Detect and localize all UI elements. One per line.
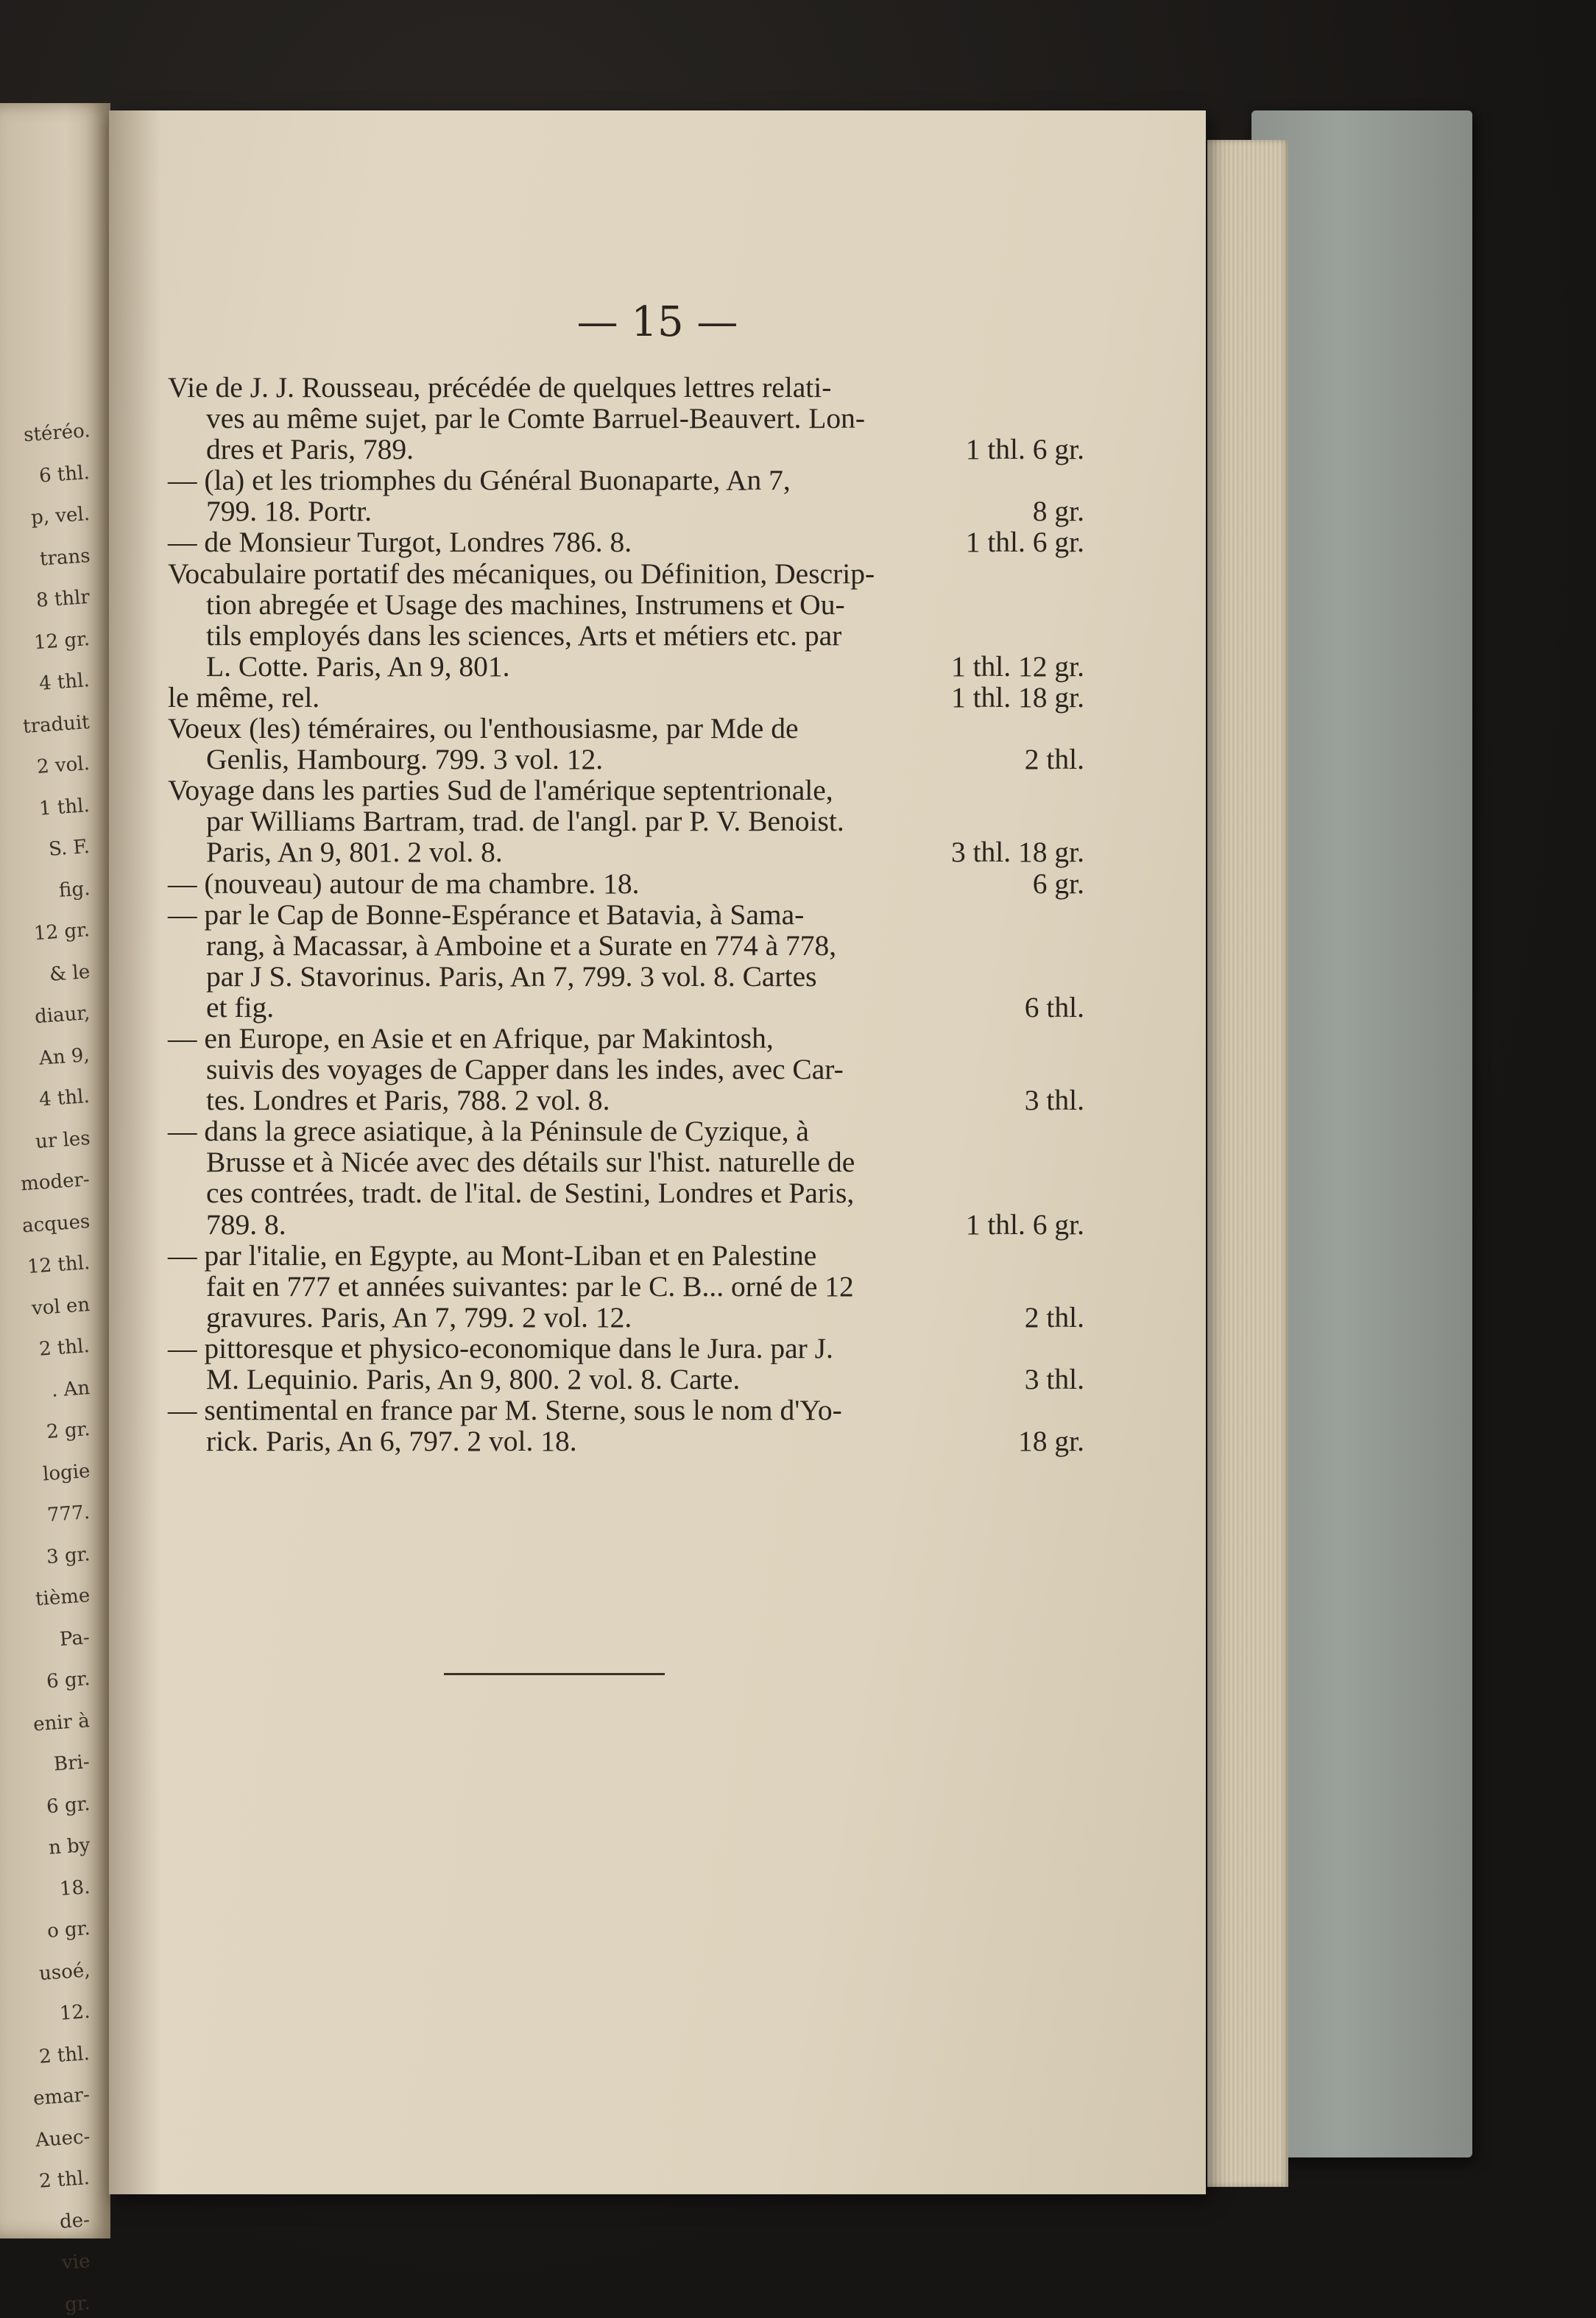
- left-page-fragment: 4 thl.: [38, 1085, 91, 1111]
- catalogue-line: [168, 651, 1084, 682]
- catalogue-line: [168, 836, 1084, 867]
- left-page-fragment: Pa-: [59, 1626, 91, 1651]
- catalogue-line: [168, 744, 1084, 775]
- line-text: — en Europe, en Asie et en Afrique, par Makintosh,: [168, 1021, 774, 1054]
- left-page-fragment: vol en: [31, 1293, 91, 1320]
- line-price: [1067, 1395, 1084, 1426]
- line-text: 799. 18. Portr.: [206, 495, 372, 528]
- left-page-fragment: n by: [47, 1834, 91, 1859]
- line-text: Paris, An 9, 801. 2 vol. 8.: [206, 836, 503, 869]
- line-text: tils employés dans les sciences, Arts et métiers etc. par: [206, 619, 842, 652]
- line-text: rang, à Macassar, à Amboine et a Surate en 774 à 778,: [206, 929, 837, 962]
- line-text: Voeux (les) téméraires, ou l'enthousiasme, par Mde de: [168, 712, 799, 745]
- line-price: [1067, 403, 1084, 434]
- left-page-fragment: tième: [34, 1585, 91, 1611]
- line-text: — (nouveau) autour de ma chambre. 18.: [168, 867, 640, 900]
- line-text: par J S. Stavorinus. Paris, An 7, 799. 3 vol. 8. Cartes: [206, 959, 817, 993]
- line-price: [1067, 806, 1084, 836]
- catalogue-line: [168, 1023, 1084, 1054]
- line-price: 8 gr.: [1032, 495, 1084, 528]
- catalogue-line: [168, 713, 1084, 744]
- left-page-fragment: 8 thlr: [35, 586, 91, 613]
- line-price: 1 thl. 6 gr.: [965, 433, 1084, 466]
- line-text: tes. Londres et Paris, 788. 2 vol. 8.: [206, 1084, 610, 1117]
- line-price: [1067, 961, 1084, 992]
- catalogue-line: [168, 496, 1084, 526]
- catalogue-line: [168, 1240, 1084, 1271]
- left-page-fragment: 6 gr.: [45, 1792, 91, 1818]
- left-page-fragment: 12.: [58, 2001, 91, 2025]
- line-text: — (la) et les triomphes du Général Buonaparte, An 7,: [168, 464, 791, 497]
- left-page-fragment: usoé,: [38, 1959, 91, 1985]
- catalogue-line: [168, 682, 1084, 713]
- line-text: Genlis, Hambourg. 799. 3 vol. 12.: [206, 743, 604, 776]
- left-page-fragment: ur les: [34, 1127, 91, 1153]
- left-facing-page: [0, 103, 110, 2316]
- line-text: tion abregée et Usage des machines, Instrumens et Ou-: [206, 588, 845, 621]
- line-text: rick. Paris, An 6, 797. 2 vol. 18.: [206, 1425, 577, 1458]
- line-price: 1 thl. 18 gr.: [950, 680, 1084, 714]
- catalogue-line: [168, 1054, 1084, 1085]
- left-page-fragment: 12 gr.: [33, 919, 91, 945]
- page-block-edge: [1207, 140, 1288, 2187]
- line-price: 3 thl. 18 gr.: [950, 836, 1084, 869]
- catalogue-line: [168, 868, 1084, 899]
- line-price: [1067, 558, 1084, 589]
- line-price: 3 thl.: [1024, 1363, 1084, 1395]
- left-page-fragment: acques: [21, 1210, 91, 1237]
- left-page-fragment: & le: [48, 960, 91, 986]
- left-page-fragment: An 9,: [38, 1043, 91, 1070]
- left-page-fragment: Bri-: [53, 1751, 91, 1776]
- left-page-fragment: 12 thl.: [27, 1252, 91, 1278]
- line-price: 1 thl. 6 gr.: [965, 1208, 1084, 1241]
- left-page-fragment: 777.: [46, 1501, 91, 1527]
- catalogue-line: [168, 526, 1084, 557]
- catalogue-line: [168, 1085, 1084, 1116]
- line-price: [1067, 1054, 1084, 1085]
- left-page-fragment: 2 vol.: [36, 753, 91, 778]
- line-price: [1067, 1023, 1084, 1054]
- line-text: suivis des voyages de Capper dans les indes, avec Car-: [206, 1053, 844, 1086]
- line-price: [1067, 620, 1084, 651]
- end-rule: [444, 1673, 665, 1675]
- catalogue-line: [168, 465, 1084, 496]
- line-price: [1067, 1116, 1084, 1146]
- line-text: et fig.: [206, 990, 275, 1024]
- left-page-fragment: enir à: [32, 1709, 91, 1736]
- catalogue-line: [168, 930, 1084, 961]
- left-page-fragment: 2 thl.: [38, 2042, 91, 2068]
- line-text: Vocabulaire portatif des mécaniques, ou Définition, Descrip-: [168, 557, 875, 590]
- left-page-fragment: 18.: [58, 1875, 91, 1900]
- left-page-fragment: . An: [51, 1376, 91, 1402]
- catalogue-line: [168, 961, 1084, 992]
- line-price: [1067, 930, 1084, 961]
- line-text: Brusse et à Nicée avec des détails sur l'hist. naturelle de: [206, 1146, 855, 1179]
- line-text: gravures. Paris, An 7, 799. 2 vol. 12.: [206, 1300, 632, 1334]
- catalogue-line: [168, 1426, 1084, 1456]
- left-page-fragment: traduit: [22, 711, 91, 738]
- left-page-fragment: gr.: [63, 2291, 91, 2316]
- left-page-fragment: trans: [38, 544, 91, 571]
- catalogue-line: [168, 1146, 1084, 1177]
- line-text: — de Monsieur Turgot, Londres 786. 8.: [168, 526, 632, 559]
- line-text: fait en 777 et années suivantes: par le C. B... orné de 12: [206, 1269, 854, 1303]
- gutter-shadow: [109, 110, 160, 2194]
- left-page-fragment: 2 gr.: [45, 1418, 91, 1444]
- left-page-fragment: fig.: [57, 877, 91, 902]
- left-page-fragment: diaur,: [34, 1002, 91, 1029]
- catalogue-line: [168, 372, 1084, 403]
- catalogue-line: [168, 992, 1084, 1023]
- catalogue-line: [168, 1364, 1084, 1395]
- line-price: [1067, 589, 1084, 620]
- line-text: par Williams Bartram, trad. de l'angl. par P. V. Benoist.: [206, 805, 844, 838]
- line-price: 2 thl.: [1024, 1300, 1084, 1334]
- line-text: — dans la grece asiatique, à la Péninsule de Cyzique, à: [168, 1115, 809, 1148]
- left-page-fragment: emar-: [32, 2084, 91, 2110]
- line-price: 1 thl. 6 gr.: [965, 526, 1084, 559]
- line-text: — pittoresque et physico-economique dans le Jura. par J.: [168, 1331, 833, 1364]
- page-number: — 15 —: [576, 298, 738, 346]
- left-page-fragment: stéréo.: [22, 420, 91, 447]
- line-price: [1067, 1333, 1084, 1364]
- left-page-fragment: 1 thl.: [38, 794, 91, 820]
- line-price: [1067, 372, 1084, 403]
- line-text: le même, rel.: [168, 680, 320, 714]
- left-page-fragment: 2 thl.: [38, 2167, 91, 2193]
- catalogue-line: [168, 1177, 1084, 1208]
- line-text: — sentimental en france par M. Sterne, sous le nom d'Yo-: [168, 1394, 842, 1427]
- line-text: M. Lequinio. Paris, An 9, 800. 2 vol. 8. Carte.: [206, 1363, 741, 1395]
- catalogue-line: [168, 806, 1084, 836]
- line-price: 1 thl. 12 gr.: [950, 649, 1084, 683]
- catalogue-line: [168, 899, 1084, 930]
- left-page-fragment: 6 gr.: [45, 1668, 91, 1694]
- line-price: 3 thl.: [1024, 1084, 1084, 1117]
- left-page-fragment: vie: [60, 2250, 91, 2275]
- line-text: ves au même sujet, par le Comte Barruel-Beauvert. Lon-: [206, 402, 866, 435]
- left-page-fragment: 12 gr.: [33, 627, 91, 654]
- line-price: 2 thl.: [1024, 743, 1084, 776]
- catalogue-line: [168, 589, 1084, 620]
- left-page-fragment: 2 thl.: [38, 1335, 91, 1361]
- line-price: 6 thl.: [1024, 990, 1084, 1024]
- catalogue-line: [168, 620, 1084, 651]
- left-page-fragment: 3 gr.: [45, 1543, 91, 1568]
- line-price: [1067, 1146, 1084, 1177]
- line-text: ces contrées, tradt. de l'ital. de Sestini, Londres et Paris,: [206, 1177, 855, 1210]
- catalogue-line: [168, 1302, 1084, 1333]
- left-page-fragment: 4 thl.: [38, 669, 91, 695]
- line-price: [1067, 713, 1084, 744]
- line-price: [1067, 465, 1084, 496]
- line-price: [1067, 1271, 1084, 1302]
- main-page: [109, 110, 1206, 2194]
- left-page-fragment: o gr.: [46, 1917, 91, 1943]
- left-page-fragment: S. F.: [48, 836, 91, 861]
- left-page-fragment: p, vel.: [30, 503, 91, 529]
- line-text: — par l'italie, en Egypte, au Mont-Liban et en Palestine: [168, 1239, 817, 1272]
- line-price: 6 gr.: [1032, 867, 1084, 900]
- line-price: [1067, 1177, 1084, 1208]
- catalogue-line: [168, 1116, 1084, 1146]
- line-price: [1067, 1240, 1084, 1271]
- line-text: 789. 8.: [206, 1208, 286, 1241]
- catalogue-line: [168, 558, 1084, 589]
- line-text: L. Cotte. Paris, An 9, 801.: [206, 649, 510, 683]
- left-page-fragment: moder-: [20, 1169, 91, 1196]
- catalogue-line: [168, 1395, 1084, 1426]
- line-price: [1067, 775, 1084, 806]
- line-text: — par le Cap de Bonne-Espérance et Batavia, à Sama-: [168, 898, 805, 931]
- line-text: Vie de J. J. Rousseau, précédée de quelques lettres relati-: [168, 371, 832, 404]
- catalogue-line: [168, 1333, 1084, 1364]
- catalogue-line: [168, 775, 1084, 806]
- left-page-fragment: de-: [59, 2208, 91, 2233]
- catalogue-line: [168, 1271, 1084, 1302]
- left-page-fragment: logie: [41, 1459, 91, 1485]
- line-price: [1067, 899, 1084, 930]
- left-page-fragment: 6 thl.: [38, 461, 91, 487]
- line-text: dres et Paris, 789.: [206, 433, 414, 466]
- line-price: 18 gr.: [1018, 1425, 1084, 1458]
- catalogue-line: [168, 434, 1084, 465]
- catalogue-entries: [168, 372, 1084, 1456]
- catalogue-line: [168, 403, 1084, 434]
- catalogue-line: [168, 1209, 1084, 1240]
- line-text: Voyage dans les parties Sud de l'amérique septentrionale,: [168, 774, 833, 807]
- left-page-fragment: Auec-: [34, 2125, 91, 2152]
